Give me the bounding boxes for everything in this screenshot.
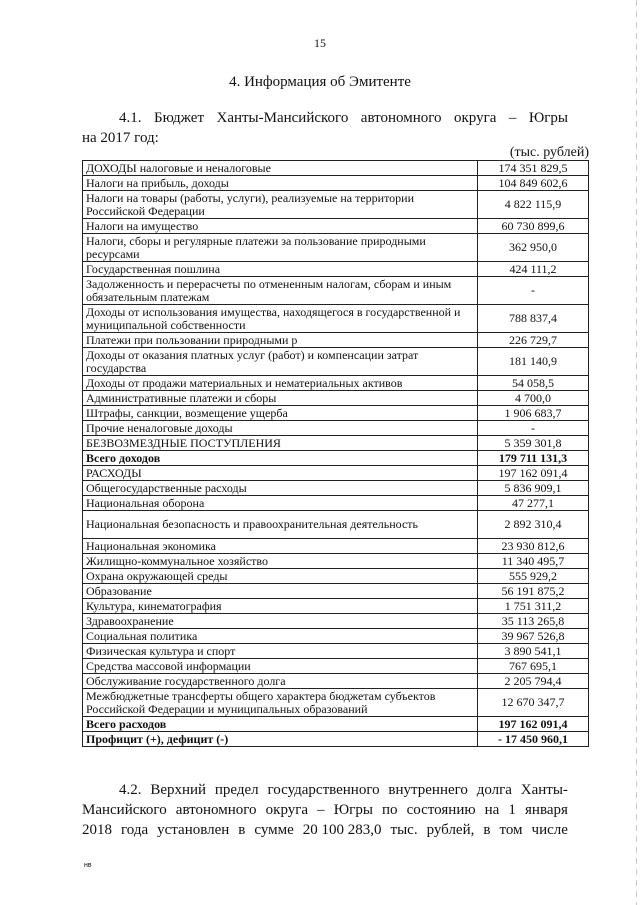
row-label: Социальная политика (83, 629, 478, 644)
word: долга (476, 782, 512, 798)
row-label: Национальная оборона (83, 496, 478, 511)
paragraph-line-2 (82, 800, 568, 820)
table-row (83, 481, 589, 496)
word: автономного (360, 110, 442, 126)
row-label: Здравоохранение (83, 614, 478, 629)
table-row (83, 451, 589, 466)
row-value: - (478, 277, 589, 305)
row-label: Всего доходов (83, 451, 478, 466)
word: 2018 (82, 822, 112, 838)
table-row (83, 717, 589, 732)
row-label: Штрафы, санкции, возмещение ущерба (83, 406, 478, 421)
word: Ханты- (520, 782, 568, 798)
table-row (83, 599, 589, 614)
row-value: 35 113 265,8 (478, 614, 589, 629)
intro-line-2: на 2017 год: (82, 130, 159, 146)
word: Ханты-Мансийского (216, 110, 349, 126)
row-label: Доходы от продажи материальных и нематериальных активов (83, 376, 478, 391)
word: в (238, 822, 246, 838)
word: Югры (333, 802, 373, 818)
row-value: 1 906 683,7 (478, 406, 589, 421)
word: Югры (528, 110, 568, 126)
table-row (83, 161, 589, 176)
row-value: - (478, 421, 589, 436)
row-label: Общегосударственные расходы (83, 481, 478, 496)
row-label: Налоги на прибыль, доходы (83, 176, 478, 191)
row-label: Жилищно-коммунальное хозяйство (83, 554, 478, 569)
table-row (83, 511, 589, 539)
table-row (83, 496, 589, 511)
table-row (83, 644, 589, 659)
row-label: Культура, кинематография (83, 599, 478, 614)
row-value: 23 930 812,6 (478, 539, 589, 554)
word: в (483, 822, 491, 838)
row-value: 4 700,0 (478, 391, 589, 406)
row-label: Всего расходов (83, 717, 478, 732)
table-row (83, 554, 589, 569)
row-value: 788 837,4 (478, 305, 589, 333)
word: сумме (254, 822, 294, 838)
word: том (499, 822, 523, 838)
row-label: Образование (83, 584, 478, 599)
word: округа (265, 802, 309, 818)
page-number: 15 (314, 36, 326, 50)
row-value: 104 849 602,6 (478, 176, 589, 191)
row-value: 60 730 899,6 (478, 219, 589, 234)
row-label: Платежи при пользовании природными р (83, 333, 478, 348)
table-row (83, 348, 589, 376)
row-label: Доходы от оказания платных услуг (работ) и компенсации затрат государства (83, 348, 478, 376)
row-value: 56 191 875,2 (478, 584, 589, 599)
table-row (83, 176, 589, 191)
row-label: РАСХОДЫ (83, 466, 478, 481)
row-label: Охрана окружающей среды (83, 569, 478, 584)
table-row (83, 305, 589, 333)
budget-table (82, 160, 589, 747)
word: государственного (267, 782, 380, 798)
table-row (83, 219, 589, 234)
row-value: 197 162 091,4 (478, 717, 589, 732)
paragraph-4-2 (82, 780, 568, 840)
row-value: 5 836 909,1 (478, 481, 589, 496)
row-value: 197 162 091,4 (478, 466, 589, 481)
table-row (83, 436, 589, 451)
row-value: 11 340 495,7 (478, 554, 589, 569)
row-label: Налоги на имущество (83, 219, 478, 234)
table-row (83, 466, 589, 481)
row-value: 12 670 347,7 (478, 689, 589, 717)
word: рублей, (426, 822, 475, 838)
section-heading: 4. Информация об Эмитенте (229, 74, 411, 90)
row-label: Профицит (+), дефицит (-) (83, 732, 478, 747)
word: на (484, 802, 500, 818)
word: Бюджет (153, 110, 205, 126)
intro-paragraph (82, 108, 568, 148)
scan-edge-mark (636, 0, 637, 905)
table-row (83, 539, 589, 554)
table-row (83, 689, 589, 717)
word: – (508, 110, 517, 126)
row-value: 47 277,1 (478, 496, 589, 511)
word: установлен (157, 822, 230, 838)
row-value: 362 950,0 (478, 234, 589, 262)
table-row (83, 191, 589, 219)
word: года (121, 822, 149, 838)
word: состоянию (406, 802, 476, 818)
table-row (83, 569, 589, 584)
word: числе (531, 822, 568, 838)
row-value: 5 359 301,8 (478, 436, 589, 451)
row-value: - 17 450 960,1 (478, 732, 589, 747)
row-label: Обслуживание государственного долга (83, 674, 478, 689)
row-value: 39 967 526,8 (478, 629, 589, 644)
row-label: Национальная безопасность и правоохранительная деятельность (83, 511, 478, 539)
row-label: Государственная пошлина (83, 262, 478, 277)
table-row (83, 391, 589, 406)
footnote-initials: нв (84, 862, 92, 869)
row-value: 226 729,7 (478, 333, 589, 348)
table-row (83, 674, 589, 689)
table-row (83, 234, 589, 262)
row-label: Задолженность и перерасчеты по отмененным налогам, сборам и иным обязательным платежам (83, 277, 478, 305)
row-label: ДОХОДЫ налоговые и неналоговые (83, 161, 478, 176)
table-row (83, 421, 589, 436)
row-value: 424 111,2 (478, 262, 589, 277)
row-value: 4 822 115,9 (478, 191, 589, 219)
intro-line-1 (82, 108, 568, 128)
table-row (83, 406, 589, 421)
row-label: Прочие неналоговые доходы (83, 421, 478, 436)
row-value: 767 695,1 (478, 659, 589, 674)
word: Мансийского (82, 802, 167, 818)
row-value: 179 711 131,3 (478, 451, 589, 466)
row-value: 2 205 794,4 (478, 674, 589, 689)
row-value: 54 058,5 (478, 376, 589, 391)
row-label: БЕЗВОЗМЕЗДНЫЕ ПОСТУПЛЕНИЯ (83, 436, 478, 451)
word: – (317, 802, 325, 818)
word: предел (214, 782, 259, 798)
table-row (83, 584, 589, 599)
paragraph-line-3 (82, 820, 568, 840)
word: автономного (175, 802, 257, 818)
row-value: 1 751 311,2 (478, 599, 589, 614)
table-row (83, 262, 589, 277)
word: 4.2. (119, 782, 142, 798)
row-value: 555 929,2 (478, 569, 589, 584)
word: 20 100 283,0 (302, 822, 382, 838)
table-row (83, 732, 589, 747)
word: округа (454, 110, 497, 126)
table-row (83, 277, 589, 305)
row-value: 2 892 310,4 (478, 511, 589, 539)
row-value: 181 140,9 (478, 348, 589, 376)
row-label: Налоги, сборы и регулярные платежи за пользование природными ресурсами (83, 234, 478, 262)
table-row (83, 614, 589, 629)
word: тыс. (390, 822, 418, 838)
word: Верхний (150, 782, 207, 798)
table-row (83, 333, 589, 348)
units-label: (тыс. рублей) (509, 145, 589, 160)
word: внутреннего (388, 782, 468, 798)
table-row (83, 629, 589, 644)
row-label: Налоги на товары (работы, услуги), реализуемые на территории Российской Федерации (83, 191, 478, 219)
word: января (525, 802, 568, 818)
paragraph-line-1 (82, 780, 568, 800)
table-row (83, 376, 589, 391)
row-label: Национальная экономика (83, 539, 478, 554)
row-value: 174 351 829,5 (478, 161, 589, 176)
word: по (382, 802, 398, 818)
word: 1 (508, 802, 516, 818)
row-label: Доходы от использования имущества, находящегося в государственной и муниципальной собственности (83, 305, 478, 333)
word: 4.1. (119, 110, 142, 126)
row-label: Межбюджетные трансферты общего характера бюджетам субъектов Российской Федерации и муниципальных образований (83, 689, 478, 717)
row-label: Физическая культура и спорт (83, 644, 478, 659)
table-row (83, 659, 589, 674)
row-value: 3 890 541,1 (478, 644, 589, 659)
row-label: Средства массовой информации (83, 659, 478, 674)
row-label: Административные платежи и сборы (83, 391, 478, 406)
